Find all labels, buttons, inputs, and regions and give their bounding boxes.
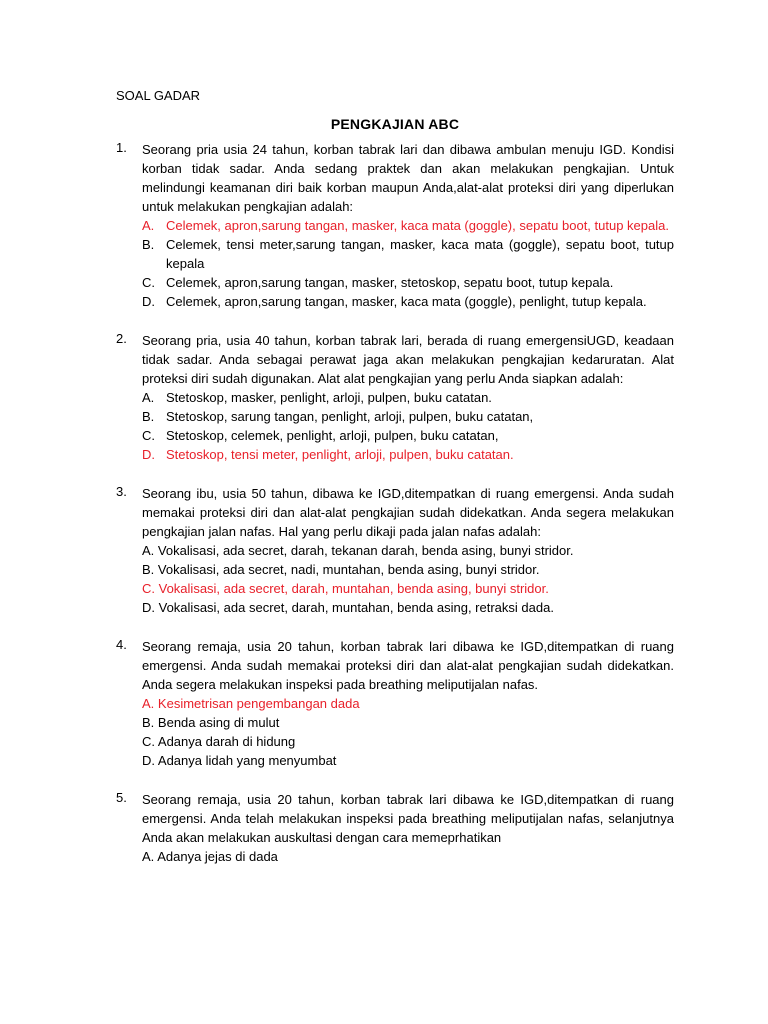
option-text: Vokalisasi, ada secret, nadi, muntahan, benda asing, bunyi stridor.	[157, 562, 540, 577]
document-header: SOAL GADAR	[116, 88, 201, 103]
option-b	[142, 407, 674, 426]
option-letter: D.	[142, 447, 155, 462]
question-text: Seorang pria, usia 40 tahun, korban tabrak lari, berada di ruang emergensiUGD, keadaan tidak sadar. Anda sebagai perawat jaga akan melakukan pengkajian kedaruratan. Alat proteksi diri sudah digunakan. Alat alat pengkajian yang perlu Anda siapkan adalah:	[142, 333, 674, 386]
option-a	[142, 847, 674, 866]
option-letter: A.	[142, 390, 155, 405]
question-text: Seorang remaja, usia 20 tahun, korban tabrak lari dibawa ke IGD,ditempatkan di ruang emergensi. Anda sudah memakai proteksi diri dan alat-alat pengkajian sudah didekatkan. Anda segera melakukan inspeksi pada breathing meliputijalan nafas.	[142, 639, 674, 692]
option-a	[142, 694, 674, 713]
question-3	[116, 484, 674, 617]
option-d	[142, 292, 674, 311]
option-a	[142, 541, 674, 560]
option-letter: C.	[142, 734, 155, 749]
option-text: Vokalisasi, ada secret, darah, muntahan, benda asing, retraksi dada.	[158, 600, 554, 615]
question-text: Seorang ibu, usia 50 tahun, dibawa ke IGD,ditempatkan di ruang emergensi. Anda sudah memakai proteksi diri dan alat-alat pengkajian sudah didekatkan. Anda segera melakukan pengkajian jalan nafas. Hal yang perlu dikaji pada jalan nafas adalah:	[142, 486, 674, 539]
option-list	[142, 847, 674, 866]
option-text: Celemek, apron,sarung tangan, masker, kaca mata (goggle), penlight, tutup kepala.	[166, 294, 647, 309]
question-number: 5.	[116, 790, 127, 805]
option-text: Vokalisasi, ada secret, darah, tekanan darah, benda asing, bunyi stridor.	[157, 543, 574, 558]
option-text: Kesimetrisan pengembangan dada	[157, 696, 360, 711]
option-text: Adanya jejas di dada	[157, 849, 278, 864]
option-d	[142, 598, 674, 617]
question-number: 2.	[116, 331, 127, 346]
question-5	[116, 790, 674, 866]
question-text: Seorang remaja, usia 20 tahun, korban tabrak lari dibawa ke IGD,ditempatkan di ruang emergensi. Anda telah melakukan inspeksi pada breathing meliputijalan nafas, selanjutnya Anda akan melakukan auskultasi dengan cara memeprhatikan	[142, 792, 674, 845]
option-letter: A.	[142, 543, 155, 558]
option-text: Adanya darah di hidung	[157, 734, 296, 749]
option-letter: D.	[142, 600, 155, 615]
option-text: Vokalisasi, ada secret, darah, muntahan, benda asing, bunyi stridor.	[158, 581, 549, 596]
option-b	[142, 713, 674, 732]
option-list	[142, 541, 674, 617]
option-letter: B.	[142, 562, 155, 577]
option-text: Stetoskop, masker, penlight, arloji, pulpen, buku catatan.	[166, 390, 492, 405]
question-number: 4.	[116, 637, 127, 652]
option-letter: C.	[142, 581, 155, 596]
option-d	[142, 751, 674, 770]
option-c	[142, 273, 674, 292]
option-letter: C.	[142, 275, 155, 290]
document-title: PENGKAJIAN ABC	[330, 116, 460, 132]
option-text: Celemek, apron,sarung tangan, masker, stetoskop, sepatu boot, tutup kepala.	[166, 275, 614, 290]
question-number: 3.	[116, 484, 127, 499]
option-letter: A.	[142, 849, 155, 864]
question-number: 1.	[116, 140, 127, 155]
question-2	[116, 331, 674, 464]
option-b	[142, 560, 674, 579]
option-list	[142, 694, 674, 770]
option-letter: B.	[142, 715, 155, 730]
option-c	[142, 426, 674, 445]
option-c	[142, 579, 674, 598]
option-a	[142, 388, 674, 407]
option-list	[142, 388, 674, 464]
question-1	[116, 140, 674, 311]
option-text: Stetoskop, sarung tangan, penlight, arloji, pulpen, buku catatan,	[166, 409, 534, 424]
option-text: Celemek, apron,sarung tangan, masker, kaca mata (goggle), sepatu boot, tutup kepala.	[166, 218, 669, 233]
option-text: Celemek, tensi meter,sarung tangan, masker, kaca mata (goggle), sepatu boot, tutup kepala	[166, 237, 674, 271]
option-text: Adanya lidah yang menyumbat	[157, 753, 337, 768]
option-text: Stetoskop, celemek, penlight, arloji, pulpen, buku catatan,	[166, 428, 499, 443]
option-letter: D.	[142, 294, 155, 309]
option-c	[142, 732, 674, 751]
option-letter: C.	[142, 428, 155, 443]
option-list	[142, 216, 674, 311]
option-letter: A.	[142, 218, 155, 233]
option-text: Stetoskop, tensi meter, penlight, arloji, pulpen, buku catatan.	[166, 447, 514, 462]
option-text: Benda asing di mulut	[157, 715, 280, 730]
option-letter: B.	[142, 409, 155, 424]
question-4	[116, 637, 674, 770]
question-text: Seorang pria usia 24 tahun, korban tabrak lari dan dibawa ambulan menuju IGD. Kondisi korban tidak sadar. Anda sedang praktek dan akan melakukan pengkajian. Untuk melindungi keamanan diri baik korban maupun Anda,alat-alat proteksi diri yang diperlukan untuk melakukan pengkajian adalah:	[142, 142, 674, 214]
option-a	[142, 216, 674, 235]
option-letter: B.	[142, 237, 155, 252]
option-letter: D.	[142, 753, 155, 768]
question-list	[116, 140, 674, 866]
option-letter: A.	[142, 696, 155, 711]
option-b	[142, 235, 674, 273]
option-d	[142, 445, 674, 464]
